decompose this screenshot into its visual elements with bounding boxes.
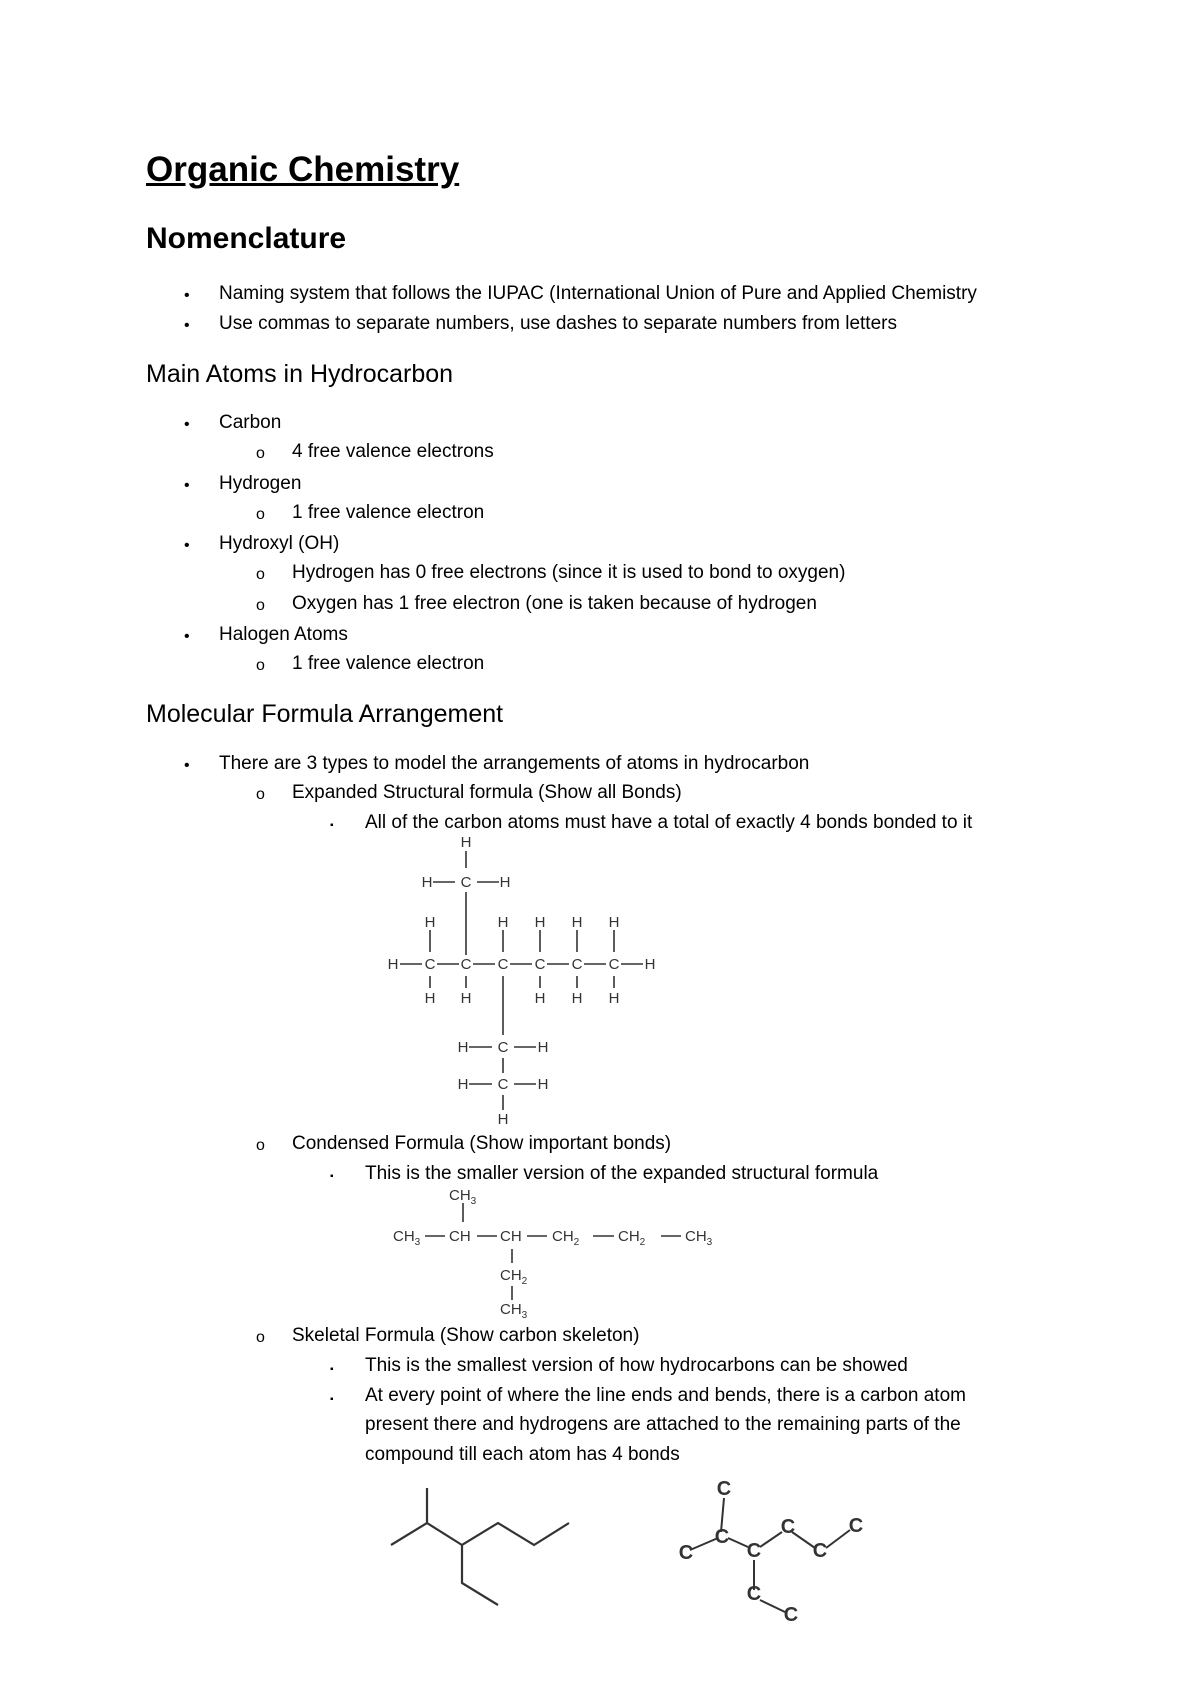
expanded-formula-point: All of the carbon atoms must have a total of exactly 4 bonds bonded to it [365,812,973,833]
atom-label: H [460,990,472,1007]
atom-label: H [457,1039,469,1056]
atom-label: C [460,956,472,973]
condensed-formula-label: Condensed Formula (Show important bonds) [292,1133,672,1154]
atom-label: H [608,914,620,931]
nomenclature-bullet-2: Use commas to separate numbers, use dashes to separate numbers from letters [219,313,897,334]
atom-hydrogen-detail: 1 free valence electron [292,502,485,523]
atom-label: H [424,914,436,931]
atom-label: H [608,990,620,1007]
square-bullet-icon: ▪ [330,1394,334,1405]
bullet-icon: • [184,537,190,554]
ch3-group: $CH_3$ [449,1187,477,1207]
bullet-icon: • [184,317,190,334]
skeletal-formula-diagram [380,1480,580,1620]
skeletal-carbon-diagram [670,1480,880,1630]
atom-label: H [457,1076,469,1093]
expanded-formula-label: Expanded Structural formula (Show all Bonds) [292,782,682,803]
ch3-group: $CH_3$ [685,1228,713,1248]
atom-label: H [644,956,656,973]
nomenclature-bullet-1: Naming system that follows the IUPAC (International Union of Pure and Applied Chemistry [219,283,977,304]
atom-label: H [460,834,472,851]
carbon-atom: C [746,1540,762,1562]
section-heading-main-atoms: Main Atoms in Hydrocarbon [146,360,454,388]
ch2-group: $CH_2$ [618,1228,646,1248]
atom-label: H [424,990,436,1007]
condensed-formula-diagram [380,1182,713,1321]
carbon-atom: C [812,1540,828,1562]
square-bullet-icon: ▪ [330,1171,334,1182]
atom-label: C [608,956,620,973]
skeletal-formula-point-2-line-2: present there and hydrogens are attached to the remaining parts of the [365,1414,961,1435]
ch-group: CH [500,1228,522,1245]
atom-halogen-detail: 1 free valence electron [292,653,485,674]
sub-bullet-icon: o [256,786,265,803]
arrangement-intro: There are 3 types to model the arrangements of atoms in hydrocarbon [219,753,810,774]
section-heading-nomenclature: Nomenclature [146,222,347,255]
sub-bullet-icon: o [256,597,265,614]
carbon-atom: C [746,1583,762,1605]
atom-label: H [537,1076,549,1093]
atom-hydroxyl-detail-1: Hydrogen has 0 free electrons (since it is used to bond to oxygen) [292,562,846,583]
atom-label: C [424,956,436,973]
section-heading-arrangement: Molecular Formula Arrangement [146,700,504,728]
ch2-group: $CH_2$ [552,1228,580,1248]
sub-bullet-icon: o [256,1137,265,1154]
atom-label: H [571,914,583,931]
atom-label: C [460,874,472,891]
atom-label: C [497,1076,509,1093]
condensed-formula-point: This is the smaller version of the expanded structural formula [365,1163,879,1184]
sub-bullet-icon: o [256,566,265,583]
bullet-icon: • [184,287,190,304]
atom-carbon: Carbon [219,412,282,433]
atom-label: H [571,990,583,1007]
atom-label: H [537,1039,549,1056]
sub-bullet-icon: o [256,1329,265,1346]
atom-label: C [497,956,509,973]
atom-label: H [387,956,399,973]
bullet-icon: • [184,757,190,774]
sub-bullet-icon: o [256,657,265,674]
atom-label: C [534,956,546,973]
atom-label: H [534,990,546,1007]
atom-halogen: Halogen Atoms [219,624,348,645]
sub-bullet-icon: o [256,445,265,462]
carbon-atom: C [714,1526,730,1548]
skeletal-formula-point-1: This is the smallest version of how hydrocarbons can be showed [365,1355,908,1376]
atom-label: H [499,874,511,891]
carbon-atom: C [678,1542,694,1564]
carbon-atom: C [716,1478,732,1500]
expanded-structural-diagram [380,832,660,1132]
atom-hydrogen: Hydrogen [219,473,302,494]
carbon-atom: C [780,1516,796,1538]
carbon-atom: C [783,1604,799,1626]
skeletal-formula-point-2-line-3: compound till each atom has 4 bonds [365,1444,680,1465]
square-bullet-icon: ▪ [330,820,334,831]
ch3-group: $CH_3$ [393,1228,421,1248]
ch-group: CH [449,1228,471,1245]
atom-label: H [497,914,509,931]
square-bullet-icon: ▪ [330,1364,334,1375]
atom-label: H [421,874,433,891]
atom-label: C [497,1039,509,1056]
ch3-group: $CH_3$ [500,1301,528,1321]
page-title: Organic Chemistry [146,150,460,189]
carbon-atom: C [848,1515,864,1537]
atom-hydroxyl-detail-2: Oxygen has 1 free electron (one is taken because of hydrogen [292,593,817,614]
atom-label: H [497,1111,509,1128]
sub-bullet-icon: o [256,506,265,523]
atom-label: C [571,956,583,973]
ch2-group: $CH_2$ [500,1267,528,1287]
atom-hydroxyl: Hydroxyl (OH) [219,533,340,554]
skeletal-formula-label: Skeletal Formula (Show carbon skeleton) [292,1325,640,1346]
atom-carbon-detail: 4 free valence electrons [292,441,494,462]
bullet-icon: • [184,416,190,433]
skeletal-formula-point-2-line-1: At every point of where the line ends and bends, there is a carbon atom [365,1385,966,1406]
atom-label: H [534,914,546,931]
bullet-icon: • [184,628,190,645]
bullet-icon: • [184,477,190,494]
